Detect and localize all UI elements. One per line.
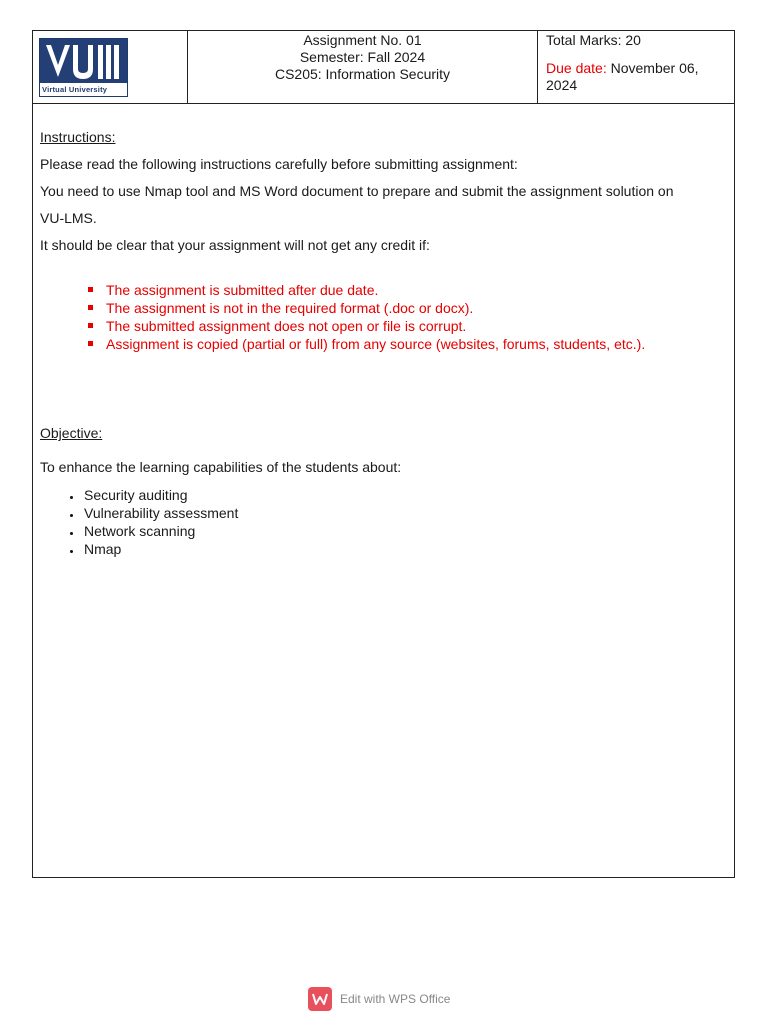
due-date: [546, 60, 726, 77]
vu-logo-icon: [39, 38, 128, 97]
wps-edit-link[interactable]: [308, 985, 450, 1013]
marks-cell: [538, 31, 734, 103]
rule-text: The assignment is submitted after due date.: [106, 282, 379, 298]
assignment-number: Assignment No. 01: [303, 32, 422, 48]
due-date-year: 2024: [546, 77, 578, 93]
due-date-label: Due date:: [546, 60, 607, 76]
due-date-value: November 06,: [606, 60, 699, 76]
logo-cell: [33, 31, 188, 103]
list-item: [68, 504, 238, 522]
instructions-line: VU-LMS.: [40, 210, 97, 226]
assignment-header: [33, 31, 734, 104]
rule-text: The submitted assignment does not open or file is corrupt.: [106, 318, 467, 334]
objective-text: Nmap: [84, 541, 122, 557]
instructions-line: It should be clear that your assignment will not get any credit if:: [40, 237, 430, 253]
objective-heading: Objective:: [40, 425, 103, 441]
list-item: [88, 299, 645, 317]
document-frame: [32, 30, 735, 878]
course-title: CS205: Information Security: [274, 66, 451, 82]
instructions-line: Please read the following instructions carefully before submitting assignment:: [40, 156, 518, 172]
total-marks: Total Marks: 20: [546, 32, 641, 48]
rule-text: Assignment is copied (partial or full) from any source (websites, forums, students, etc.).: [106, 336, 646, 352]
vu-logo-mark: [40, 39, 127, 83]
list-item: [68, 540, 238, 558]
list-item: [88, 335, 645, 353]
bullet-dot-icon: [70, 532, 73, 535]
credit-rules-list: [88, 281, 645, 353]
bullet-dot-icon: [70, 514, 73, 517]
list-item: [88, 317, 645, 335]
instructions-line: You need to use Nmap tool and MS Word document to prepare and submit the assignment solution on: [40, 183, 674, 199]
list-item: [88, 281, 645, 299]
bullet-square-icon: [88, 341, 93, 346]
objective-text: Vulnerability assessment: [84, 505, 239, 521]
objective-text: Network scanning: [84, 523, 196, 539]
objective-text: Security auditing: [84, 487, 188, 503]
objective-intro: To enhance the learning capabilities of the students about:: [40, 459, 402, 475]
bullet-dot-icon: [70, 550, 73, 553]
objective-list: [68, 486, 238, 558]
rule-text: The assignment is not in the required format (.doc or docx).: [106, 300, 474, 316]
wps-label: Edit with WPS Office: [340, 992, 451, 1006]
title-cell: [188, 31, 538, 103]
semester-label: Semester: Fall 2024: [299, 49, 426, 65]
instructions-heading: Instructions:: [40, 129, 116, 145]
list-item: [68, 486, 238, 504]
bullet-square-icon: [88, 305, 93, 310]
bullet-dot-icon: [70, 496, 73, 499]
logo-subtitle: Virtual University: [40, 83, 127, 96]
list-item: [68, 522, 238, 540]
bullet-square-icon: [88, 287, 93, 292]
bullet-square-icon: [88, 323, 93, 328]
wps-office-icon: [308, 987, 332, 1011]
